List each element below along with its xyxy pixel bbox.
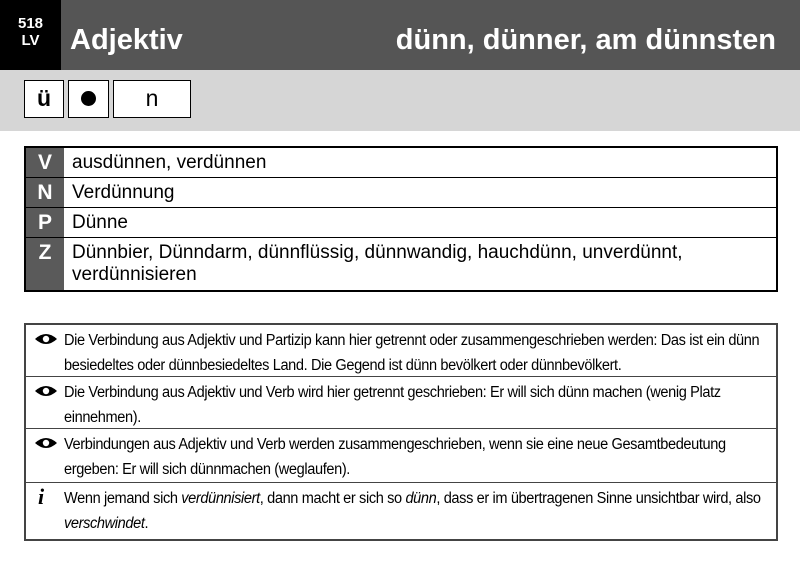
notes-box	[24, 323, 778, 541]
letter-band	[0, 70, 800, 131]
note-item	[26, 377, 776, 429]
info-icon: i	[38, 484, 45, 509]
note-text-italic: verschwindet	[64, 515, 145, 532]
note-text-italic: dünn	[405, 490, 437, 507]
note-item	[26, 429, 776, 483]
related-text: Dünne	[72, 212, 128, 233]
note-item	[26, 325, 776, 377]
word-forms: dünn, dünner, am dünnsten	[395, 24, 776, 56]
letter-box: ü	[24, 80, 64, 118]
filled-dot-icon	[81, 91, 96, 106]
related-tag: V	[26, 148, 64, 177]
word-type: Adjektiv	[70, 24, 183, 56]
related-text: ausdünnen, verdünnen	[72, 152, 267, 173]
note-text	[64, 486, 778, 536]
note-text-part: .	[144, 515, 149, 532]
related-tag: N	[26, 178, 64, 207]
related-tag: P	[26, 208, 64, 237]
note-text: Verbindungen aus Adjektiv und Verb werden zusammengeschrieben, wenn sie eine neue Gesamtbedeutung ergeben: Er will sich dünnmachen (weglaufen).	[64, 436, 726, 478]
page-badge	[0, 0, 61, 70]
header-bar	[0, 0, 800, 70]
note-text: Die Verbindung aus Adjektiv und Verb wird hier getrennt geschrieben: Er will sich dünn machen (wenig Platz einnehmen).	[64, 384, 721, 426]
note-text-part: Wenn jemand sich	[64, 490, 182, 507]
related-row-participle	[26, 208, 776, 238]
related-tag: Z	[26, 238, 64, 290]
note-text-italic: verdünnisiert	[181, 490, 260, 507]
note-text-part: , dann macht er sich so	[259, 490, 406, 507]
related-text-line2: verdünnisieren	[72, 264, 197, 285]
page-code: LV	[21, 32, 40, 49]
related-row-noun	[26, 178, 776, 208]
note-text: Die Verbindung aus Adjektiv und Partizip kann hier getrennt oder zusammengeschrieben werden: Das ist ein dünn besiedeltes oder dünnbesiedeltes Land. Die Gegend ist dünn bevölkert oder dünnbevölkert.	[64, 332, 760, 374]
note-item-info	[26, 483, 776, 539]
letter-box: n	[113, 80, 191, 118]
related-text-line1: Dünnbier, Dünndarm, dünnflüssig, dünnwandig, hauchdünn, unverdünnt,	[72, 242, 683, 263]
page-number: 518	[17, 15, 44, 32]
letter-box-dot	[68, 80, 109, 118]
eye-icon	[34, 331, 58, 347]
related-row-verb	[26, 148, 776, 178]
related-row-compounds	[26, 238, 776, 290]
related-text: Verdünnung	[72, 182, 175, 203]
related-words-table	[24, 146, 778, 292]
eye-icon	[34, 435, 58, 451]
eye-icon	[34, 383, 58, 399]
note-text-part: , dass er im übertragenen Sinne unsichtbar wird, also	[436, 490, 761, 507]
